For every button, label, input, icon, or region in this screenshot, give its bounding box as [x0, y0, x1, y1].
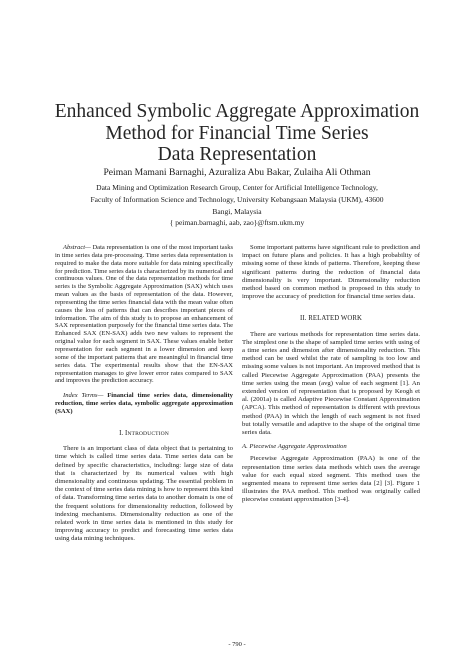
section-heading-related-work [242, 315, 420, 323]
author-list: Peiman Mamani Barnaghi, Azuraliza Abu Bakar, Zulaiha Ali Othman [103, 167, 371, 178]
left-column [55, 244, 233, 544]
right-column [242, 244, 420, 505]
title-line-2: Method for Financial Time Series [105, 122, 369, 144]
affiliation-line-1: Data Mining and Optimization Research Group, Center for Artificial Intelligence Technology, [96, 183, 378, 192]
page-number: - 790 - [228, 641, 246, 648]
paa-paragraph: Piecewise Aggregate Approximation (PAA) is one of the representation time series data methods which uses the average value for each equal sized segment. This method uses the segmented means to represent time series data [2] [3]. Figure 1 illustrates the PAA method. This method was originally called piecewise constant approximation [3-4]. [242, 455, 420, 504]
index-terms-text: Financial time series data, dimensionality reduction, time series data, symbolic aggregate approximation (SAX) [55, 392, 233, 415]
index-terms [55, 392, 233, 416]
section-1-numeral: I. [119, 429, 124, 437]
section-heading-introduction [55, 430, 233, 438]
abstract-label: Abstract— [63, 244, 91, 251]
section-2-title: RELATED WORK [308, 315, 363, 323]
paper-title [40, 101, 434, 166]
title-line-1: Enhanced Symbolic Aggregate Approximation [54, 101, 420, 122]
affiliation-block [20, 182, 454, 229]
abstract [55, 244, 233, 385]
subsection-heading-paa: A. Piecewise Aggregate Approximation [242, 443, 347, 451]
affiliation-line-3: Bangi, Malaysia [212, 206, 262, 216]
section-1-cap: I [125, 429, 128, 437]
index-terms-label: Index Terms— [63, 392, 104, 400]
section-2-numeral: II. [299, 315, 307, 323]
author-emails: { peiman.barnaghi, aab, zao}@ftsm.ukm.my [169, 218, 305, 228]
abstract-text: Data representation is one of the most important tasks in time series data pre-processing. Time series data representation is required to make the data more suitable for data mining specifically for prediction. Time series data is characterized by its numerical and continuous values. One of the data representation methods for time series is the Symbolic Aggregate Approximation (SAX) which uses mean values as the basis of representation of the data. However, representing the time series financial data with the mean value often causes the loss of patterns that can describes important pieces of information. The aim of this study is to propose an enhancement of SAX representation purposely for the financial time series data. The Enhanced SAX (EN-SAX) adds two new values to represent the original value for each segment in SAX. These values enable better representation for each segment in a lower dimension and keep some of the important patterns that are meaningful in financial time series data. The experimental results show that the EN-SAX representation manages to give lower error rates compared to SAX and improves the prediction accuracy. [55, 244, 233, 385]
introduction-paragraph: There is an important class of data object that is pertaining to time which is called time series data. Time series data can be defined by specific characteristics, including: large size of data that is characterized by its numerical values with high dimensionality and continuous updating. The essential problem in the context of time series data mining is how to represent this kind of data. Transforming time series data to another domain is one of the frequent solutions for dimensionality reduction, followed by indexing mechanisms. Dimensionality reduction as one of the related work in time series data is mentioned in this study for improving accuracy to predict and forecasting time series data using data mining techniques. [55, 445, 233, 543]
related-work-paragraph: There are various methods for representation time series data. The simplest one is the shape of sampled time series with using of a time series and dimension after dimensionality reduction. This method can be used whilst the rate of sampling is too low and missing some values is not important. An improved method that is called Piecewise Aggregate Approximation (PAA) presents the time series using the mean (avg) value of each segment [1]. An extended version of representation that is proposed by Keogh et al. (2001a) is called Adaptive Piecewise Constant Approximation (APCA). This method of representation is different with previous method (PAA) in which the length of each segment is not fixed but totally versatile and adaptive to the shape of the original time series data. [242, 330, 420, 437]
intro-continuation-paragraph: Some important patterns have significant rule to prediction and impact on future plans and policies. It has a high probability of missing some of these kinds of patterns. Therefore, keeping these significant patterns during the reduction of financial data dimensionality is very important. Dimensionality reduction method based on common method is proposed in this study to improve the accuracy of prediction for financial time series data. [242, 244, 420, 301]
affiliation-line-2: Faculty of Information Science and Technology, University Kebangsaan Malaysia (UKM), 43600 [90, 194, 384, 204]
section-1-title-rest: NTRODUCTION [127, 430, 169, 437]
title-line-3: Data Representation [157, 144, 317, 165]
